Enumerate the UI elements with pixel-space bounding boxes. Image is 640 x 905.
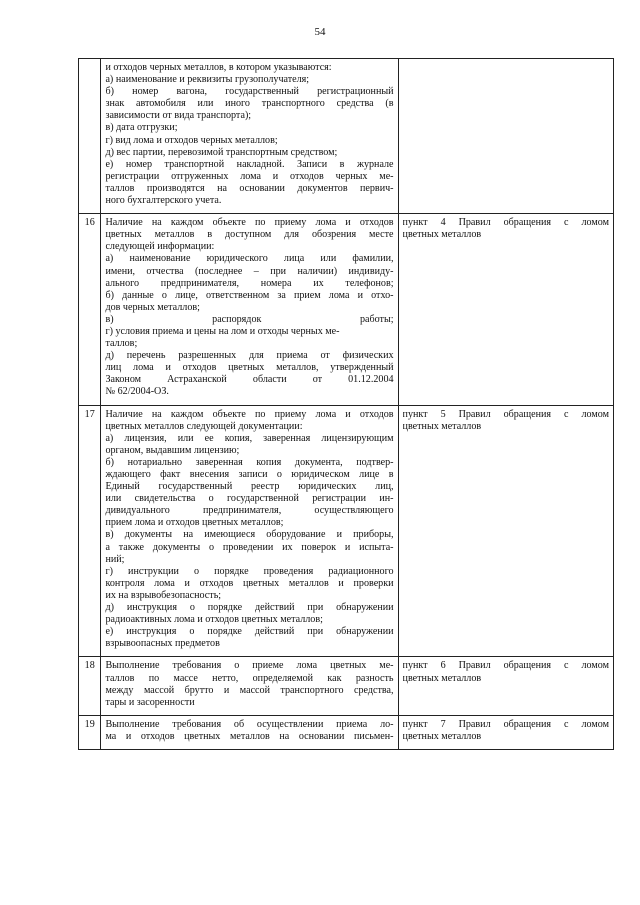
- requirement-line: тары и засоренности: [105, 696, 195, 708]
- requirement-line: е) номер транспортной накладной. Записи в журнале: [105, 158, 394, 170]
- requirement-cell: [101, 59, 398, 214]
- requirement-line: радиоактивных лома и отходов цветных металлов;: [105, 614, 323, 626]
- requirement-line: б) данные о лице, ответственном за прием лома и отхо-: [105, 289, 394, 301]
- requirement-line: Наличие на каждом объекте по приему лома и отходов: [105, 217, 394, 229]
- requirement-line: е) инструкция о порядке действий при обнаружении: [105, 626, 394, 638]
- requirement-line: г) вид лома и отходов черных металлов;: [105, 134, 278, 146]
- requirement-line: а) наименование юридического лица или фамилии,: [105, 253, 394, 265]
- requirement-line: органом, выдавшим лицензию;: [105, 444, 240, 456]
- requirement-line: Выполнение требования о приеме лома цветных ме-: [105, 660, 394, 672]
- row-number: 18: [79, 657, 101, 715]
- requirement-line: в) дата отгрузки;: [105, 122, 178, 134]
- requirement-line: г) инструкции о порядке проведения радиационного: [105, 565, 394, 577]
- row-number: 16: [79, 214, 101, 405]
- requirement-line: зависимости от вида транспорта);: [105, 110, 252, 122]
- requirement-line: регистрации отгруженных лома и отходов черных ме-: [105, 170, 394, 182]
- requirement-cell: [101, 405, 398, 657]
- legal-reference-cell: [398, 405, 613, 657]
- requirement-line: цветных металлов в доступном для обозрения месте: [105, 229, 394, 241]
- requirement-cell: [101, 214, 398, 405]
- requirement-line: ний;: [105, 553, 125, 565]
- requirement-line: б) номер вагона, государственный регистрационный: [105, 86, 394, 98]
- requirement-line: в) документы на имеющиеся оборудование и приборы,: [105, 529, 394, 541]
- table-row: [79, 405, 614, 657]
- requirement-line: дивидуального предпринимателя, осуществляющего: [105, 505, 394, 517]
- requirement-line: знак автомобиля или иного транспортного средства (в: [105, 98, 394, 110]
- requirement-line: между массой брутто и массой транспортного средства,: [105, 684, 394, 696]
- requirement-line: а) лицензия, или ее копия, заверенная лицензирующим: [105, 432, 394, 444]
- requirement-line: Единый государственный реестр юридических лиц,: [105, 481, 394, 493]
- requirement-line: таллов;: [105, 338, 138, 350]
- legal-reference-cell: [398, 715, 613, 749]
- requirement-line: Выполнение требования об осуществлении приема ло-: [105, 718, 394, 730]
- row-number: 17: [79, 405, 101, 657]
- requirement-line: Законом Астраханской области от 01.12.2004: [105, 374, 394, 386]
- requirement-line: д) вес партии, перевозимой транспортным средством;: [105, 146, 338, 158]
- requirement-line: имени, отчества (последнее – при наличии) индивиду-: [105, 265, 394, 277]
- legal-reference-cell: [398, 657, 613, 715]
- requirement-line: № 62/2004-ОЗ.: [105, 386, 169, 398]
- requirements-table: [78, 58, 614, 750]
- legal-reference-line: пункт 4 Правил обращения с ломом: [402, 217, 609, 229]
- requirement-line: а также документы о проведении их поверок и испыта-: [105, 541, 394, 553]
- page-number: 54: [314, 26, 326, 38]
- requirement-line: ма и отходов цветных металлов на основании письмен-: [105, 730, 394, 742]
- requirement-line: а) наименование и реквизиты грузополучателя;: [105, 74, 310, 86]
- requirement-line: контроля лома и отходов цветных металлов и проверки: [105, 577, 394, 589]
- requirement-line: дов черных металлов;: [105, 301, 200, 313]
- requirement-line: таллов производятся на основании документов первич-: [105, 182, 394, 194]
- legal-reference-line: пункт 6 Правил обращения с ломом: [402, 660, 609, 672]
- table-row: [79, 715, 614, 749]
- requirement-line: ного бухгалтерского учета.: [105, 195, 222, 207]
- requirement-line: Наличие на каждом объекте по приему лома и отходов: [105, 408, 394, 420]
- requirement-cell: [101, 657, 398, 715]
- requirement-line: или свидетельства о государственной регистрации ин-: [105, 493, 394, 505]
- requirement-line: таллов по массе нетто, определяемой как разность: [105, 672, 394, 684]
- requirement-line: в) распорядок работы;: [105, 313, 394, 325]
- legal-reference-line: цветных металлов: [402, 672, 482, 684]
- legal-reference-line: пункт 5 Правил обращения с ломом: [402, 408, 609, 420]
- requirement-line: их на взрывобезопасность;: [105, 589, 222, 601]
- legal-reference-cell: [398, 59, 613, 214]
- requirement-cell: [101, 715, 398, 749]
- legal-reference-line: цветных металлов: [402, 420, 482, 432]
- row-number: [79, 59, 101, 214]
- requirement-line: следующей информации:: [105, 241, 215, 253]
- row-number: 19: [79, 715, 101, 749]
- legal-reference-line: цветных металлов: [402, 229, 482, 241]
- legal-reference-line: пункт 7 Правил обращения с ломом: [402, 718, 609, 730]
- requirement-line: взрывоопасных предметов: [105, 638, 220, 650]
- legal-reference-cell: [398, 214, 613, 405]
- table-row: [79, 214, 614, 405]
- requirement-line: цветных металлов следующей документации:: [105, 420, 303, 432]
- table-row: [79, 657, 614, 715]
- table-row: [79, 59, 614, 214]
- legal-reference-line: цветных металлов: [402, 730, 482, 742]
- requirement-line: д) перечень разрешенных для приема от физических: [105, 350, 394, 362]
- requirement-line: прием лома и отходов цветных металлов;: [105, 517, 284, 529]
- requirement-line: лиц лома и отходов цветных металлов, утвержденный: [105, 362, 394, 374]
- requirement-line: и отходов черных металлов, в котором указываются:: [105, 62, 332, 73]
- requirement-line: г) условия приема и цены на лом и отходы черных ме-: [105, 325, 340, 337]
- requirement-line: б) нотариально заверенная копия документа, подтвер-: [105, 456, 394, 468]
- requirement-line: д) инструкция о порядке действий при обнаружении: [105, 602, 394, 614]
- requirement-line: ального предпринимателя, номера их телефонов;: [105, 277, 394, 289]
- requirement-line: ждающего факт внесения записи о юридическом лице в: [105, 469, 394, 480]
